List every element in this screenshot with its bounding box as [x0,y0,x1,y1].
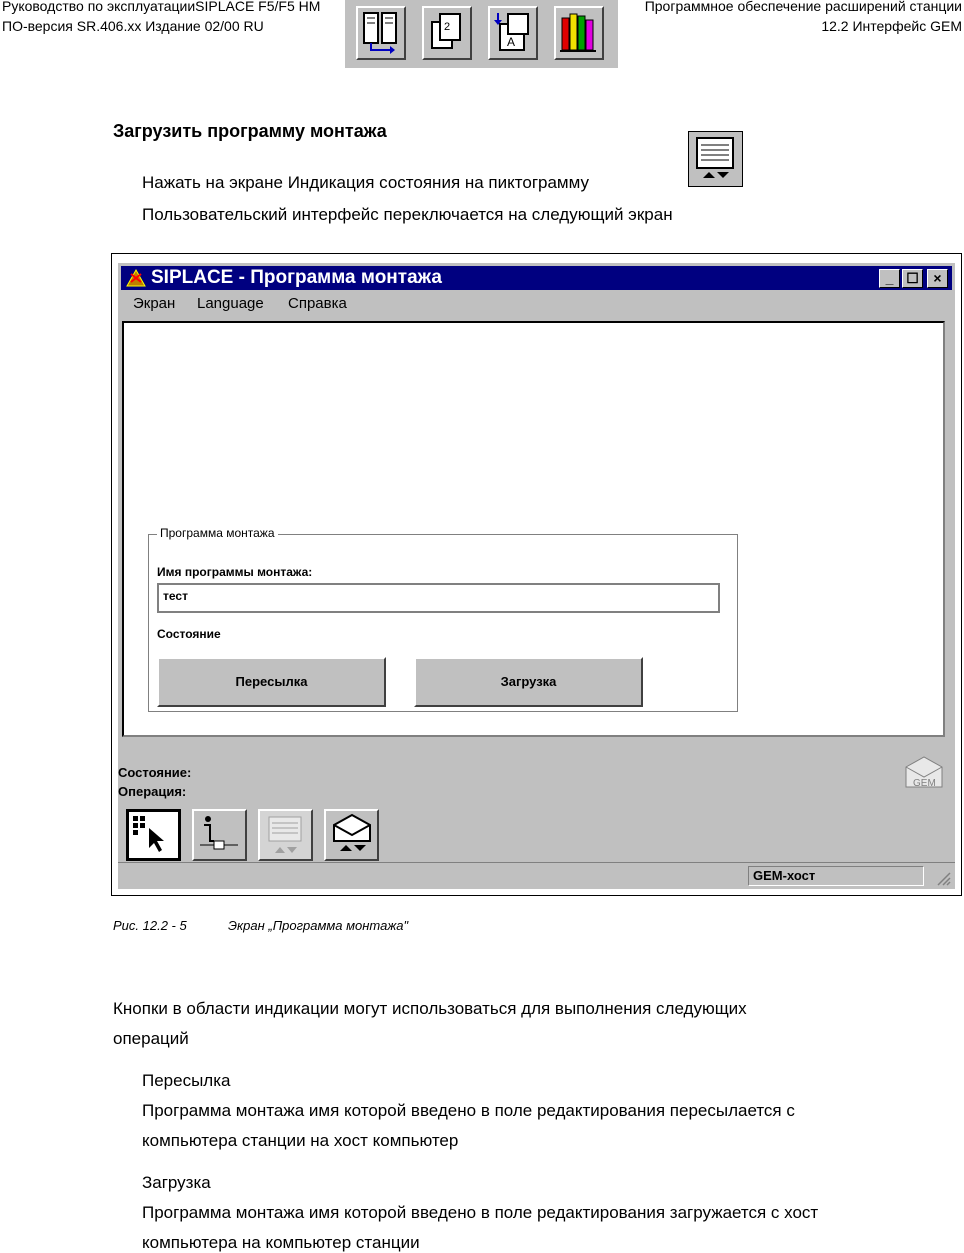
instruction-line1: Нажать на экране Индикация состояния на пиктограмму [142,173,589,192]
header-left-line2: ПО-версия SR.406.xx Издание 02/00 RU [2,18,264,34]
app-window [111,253,962,896]
menu-bar [121,292,952,314]
close-icon[interactable]: × [927,269,948,288]
select-cursor-icon[interactable] [126,809,181,861]
minimize-icon[interactable]: _ [879,269,900,288]
svg-text:2: 2 [444,21,451,33]
intro-line2: операций [113,1029,189,1048]
item1-line2: компьютера станции на хост компьютер [142,1131,459,1150]
header-right-line1: Программное обеспечение расширений станции [644,0,962,14]
gem-mail-icon [902,755,946,791]
contents-icon[interactable] [356,6,406,60]
operation-label: Операция: [118,784,187,799]
item1-title: Пересылка [142,1071,231,1090]
load-button[interactable]: Загрузка [414,657,643,707]
menu-screen[interactable]: Экран [133,295,176,312]
gem-icon-text: GEM [913,778,936,789]
program-name-input[interactable]: тест [157,583,720,613]
message-tray-icon[interactable] [324,809,379,861]
assembly-program-group [148,526,738,712]
info-network-icon[interactable] [192,809,247,861]
svg-text:A: A [507,35,516,49]
program-name-label: Имя программы монтажа: [157,565,313,579]
client-area [122,321,945,737]
status-label: Состояние: [118,765,192,780]
list-view-button-icon[interactable] [258,809,313,861]
menu-language[interactable]: Language [197,295,264,312]
app-logo-icon [125,268,147,288]
window-frame [118,263,955,889]
instruction-line2: Пользовательский интерфейс переключается на следующий экран [142,205,673,224]
list-view-icon [688,131,743,187]
figure-caption: Экран „Программа монтажа" [228,918,409,933]
header-left-line1: Руководство по эксплуатацииSIPLACE F5/F5 HM [2,0,321,14]
figure-number: Рис. 12.2 - 5 [113,918,187,933]
index-icon[interactable] [488,6,538,60]
resize-grip-icon[interactable] [935,870,951,886]
menu-help[interactable]: Справка [288,295,347,312]
title-bar[interactable] [121,266,952,290]
header-right-line2: 12.2 Интерфейс GEM [821,18,962,34]
library-icon[interactable] [554,6,604,60]
intro-line1: Кнопки в области индикации могут использоваться для выполнения следующих [113,999,747,1018]
gem-host-panel: GEM-хост [748,866,924,886]
item1-line1: Программа монтажа имя которой введено в поле редактирования пересылается с [142,1101,795,1120]
section-title: Загрузить программу монтажа [113,121,387,141]
window-title: SIPLACE - Программа монтажа [151,267,442,288]
status-bar [118,862,955,889]
state-label: Состояние [157,627,221,641]
send-button[interactable]: Пересылка [157,657,386,707]
item2-title: Загрузка [142,1173,211,1192]
item2-line1: Программа монтажа имя которой введено в поле редактирования загружается с хост [142,1203,819,1222]
group-title: Программа монтажа [157,526,278,540]
nav-toolbar [345,0,618,68]
maximize-icon[interactable]: ☐ [902,269,923,288]
pages-icon[interactable] [422,6,472,60]
item2-line2: компьютера на компьютер станции [142,1233,420,1252]
